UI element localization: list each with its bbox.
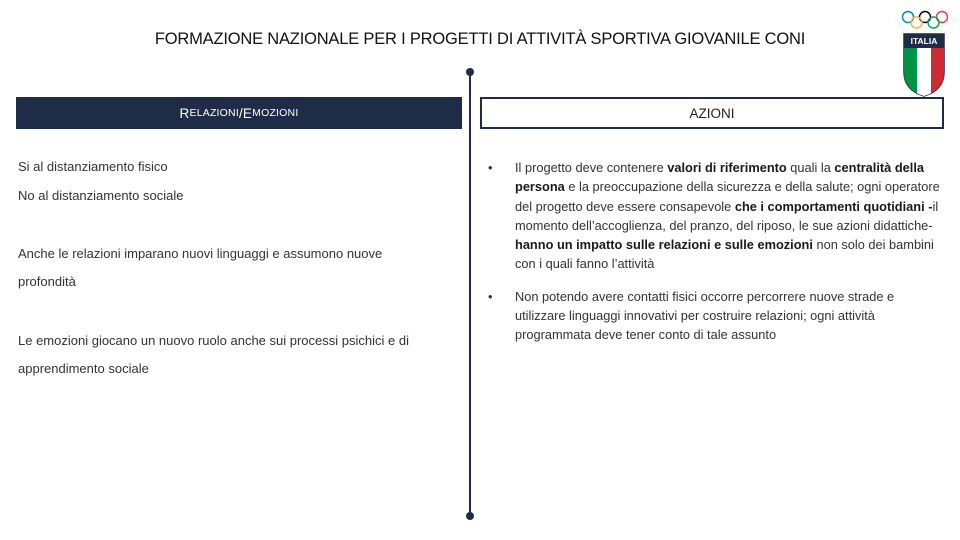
italia-label: ITALIA <box>910 36 938 46</box>
heading-separator: / <box>238 105 243 121</box>
divider-bottom-dot <box>466 512 474 520</box>
relazioni-emozioni-header <box>16 97 462 129</box>
text-run: e la preoccupazione della sicurezza e della salute; ogni operatore del progetto deve essere consapevole <box>515 179 940 214</box>
left-line: profondità <box>18 274 76 289</box>
bullet-text <box>515 158 940 274</box>
left-line: No al distanziamento sociale <box>18 188 184 203</box>
azioni-bullet-1 <box>488 158 940 274</box>
text-run: il momento dell’accoglienza, del pranzo, del riposo, le sue azioni didattiche- <box>515 198 939 233</box>
bullet-marker: • <box>488 288 493 304</box>
text-run: quali la <box>786 160 835 175</box>
bold-run: che i comportamenti quotidiani - <box>734 198 933 214</box>
italia-shield-icon <box>902 32 946 98</box>
azioni-list <box>488 158 940 345</box>
bold-run: hanno un impatto sulle relazioni e sulle emozioni <box>515 237 813 253</box>
text-run: non solo dei bambini con i quali fanno l’attività <box>515 237 934 272</box>
heading-e: E <box>242 105 253 121</box>
bullet-text: Non potendo avere contatti fisici occorre percorrere nuove strade e utilizzare linguaggi innovativi per costruire relazioni; ogni attività programmata deve tener conto di tale assunto <box>515 288 895 343</box>
heading-emozioni: MOZIONI <box>252 107 299 119</box>
bullet-marker: • <box>488 160 493 175</box>
bold-run: valori di riferimento <box>667 160 787 175</box>
coni-logo <box>900 10 950 90</box>
divider-top-dot <box>466 68 474 76</box>
heading-relazioni: ELAZIONI <box>189 107 239 119</box>
left-line: Anche le relazioni imparano nuovi linguaggi e assumono nuove <box>18 246 383 261</box>
bold-run: centralità della persona <box>515 160 925 195</box>
left-line: Si al distanziamento fisico <box>18 159 168 174</box>
text-run: Il progetto deve contenere <box>515 160 668 175</box>
center-divider <box>469 72 471 516</box>
azioni-bullet-2 <box>488 287 940 345</box>
left-line: apprendimento sociale <box>18 361 149 376</box>
left-line: Le emozioni giocano un nuovo ruolo anche sui processi psichici e di <box>18 333 409 348</box>
azioni-header: AZIONI <box>480 97 944 129</box>
olympic-rings-icon <box>900 10 950 30</box>
heading-r: R <box>179 105 190 121</box>
page-title: FORMAZIONE NAZIONALE PER I PROGETTI DI ATTIVITÀ SPORTIVA GIOVANILE CONI <box>154 30 806 48</box>
